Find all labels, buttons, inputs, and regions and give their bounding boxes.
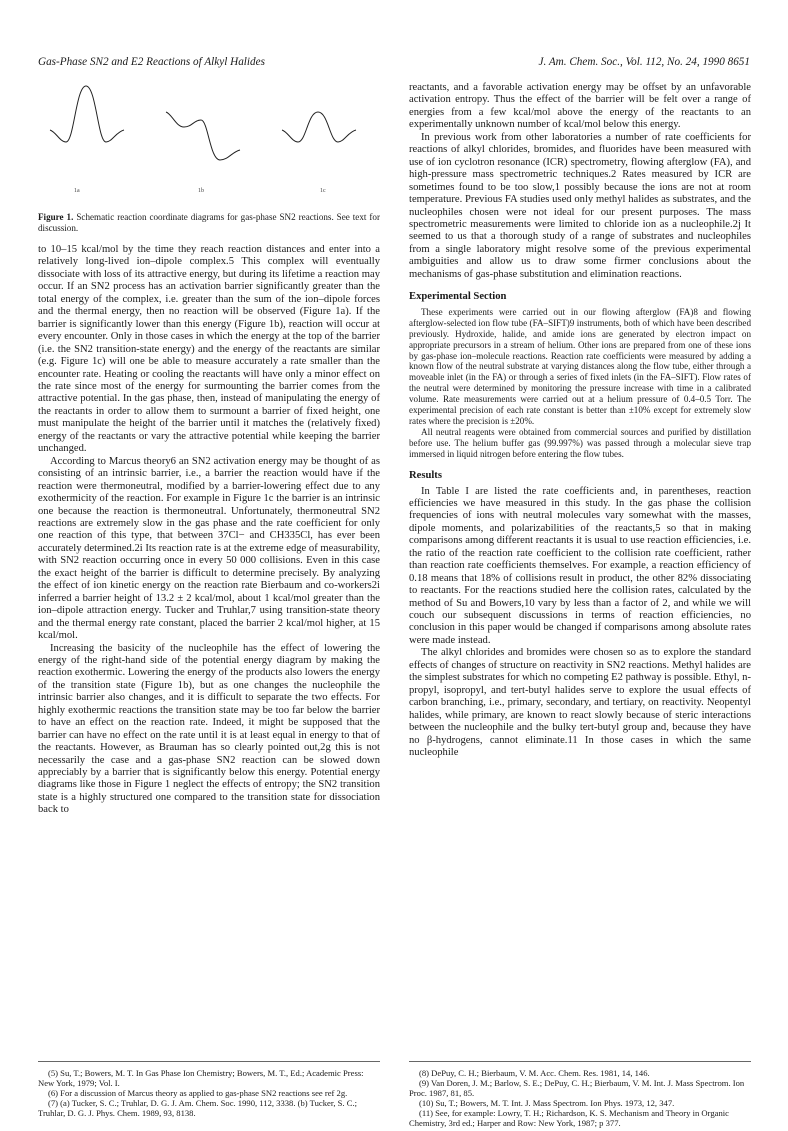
body-paragraph: In previous work from other laboratories a number of rate coefficients for reactions of alkyl chlorides, bromides, and fluorides have been measured with use of ion cyclotron resonance (ICR) spectrometry, flowing afterglow (FA), and high-pressure mass spectrometric techniques.2 Rates measured by ICR are sometimes found to be too slow,1 possibly because the ions are not at room temperature. Previous FA studies used only methyl halides as substrates, and the nucleophiles chosen were not ideal for our present purposes. The mass spectrometric measurements were limited to chloride ion as a nucleophile.2j It seemed to us that a thorough study of a range of substrates and nucleophiles from a single laboratory might resolve some of the previous experimental ambiguities and allow us to draw some firmer conclusions about the mechanisms of gas-phase substitution and elimination reactions. [409,131,751,280]
results-heading: Results [409,470,442,482]
header-title: Gas-Phase SN2 and E2 Reactions of Alkyl Halides [38,56,265,68]
figure-caption [38,212,380,234]
left-column [38,82,380,817]
body-paragraph: to 10–15 kcal/mol by the time they reach reaction distances and enter into a relatively long-lived ion–dipole complex.5 This complex will eventually dissociate with loss of its attractive energy, but during its lifetime a reaction may occur. If an SN2 process has an activation barrier significantly greater than the total energy of the complex, i.e. greater than the sum of the ion–dipole forces and the thermal energy, then no reaction will be observed (Figure 1a). If the barrier is significantly lower than this energy (Figure 1b), reaction will occur at every encounter. Only in those cases in which the energy at the top of the barrier (i.e. the SN2 transition-state energy) and the energy of the reactants are similar (e.g. Figure 1c) will one be able to measure accurately a rate smaller than the encounter rate. Heating or cooling the reactants will have only a minor effect on the rate since most of the energy for surmounting the barrier comes from the attractive potential. In the gas phase, then, instead of manipulating the energy of the reactants in order to allow them to surmount a barrier of fixed height, one must manipulate the height of the barrier until it matches the (relatively fixed) energy of the reactants or vary the attractive potential while keeping the barrier unchanged. [38,244,380,455]
figure-1 [38,82,380,212]
body-paragraph: Increasing the basicity of the nucleophile has the effect of lowering the energy of the right-hand side of the potential energy diagram by making the reaction exothermic. Lowering the energy of the products also lowers the energy of the transition state (Figure 1b), but as one changes the nucleophile the intrinsic barrier also changes, and it is difficult to separate the two effects. For highly exothermic reactions the transition state may be too far below the barrier to have an effect on the reaction rate. Indeed, it might be supposed that the barrier can have no effect on the rate until it is at least equal in energy to that of the reactants. However, as Brauman has so clearly pointed out,2g this is not necessarily the case and a gas-phase SN2 reaction can be slowed down appreciably by a barrier that is significantly below this energy. Potential energy diagrams like those in Figure 1 neglect the effects of entropy; the SN2 transition state is a highly structured one compared to the transition state for dissociation back to [38,642,380,816]
footnote: (9) Van Doren, J. M.; Barlow, S. E.; DePuy, C. H.; Bierbaum, V. M. Int. J. Mass Spectrom. Ion Proc. 1987, 81, 85. [409,1078,745,1099]
footnote: (6) For a discussion of Marcus theory as applied to gas-phase SN2 reactions see ref 2g. [48,1088,348,1099]
diagram-1b-curve [166,112,240,160]
experimental-heading: Experimental Section [409,291,507,303]
experimental-paragraph: All neutral reagents were obtained from commercial sources and purified by distillation before use. The helium buffer gas (99.997%) was passed through a molecular sieve trap immersed in liquid nitrogen before entering the flow tubes. [409,427,751,460]
figure-label-1b: 1b [198,188,204,194]
results-paragraph: The alkyl chlorides and bromides were chosen so as to explore the standard effects of changes of structure on reactivity in SN2 reactions. Methyl halides are the simplest substrates for which no competing E2 pathway is possible. Ethyl, n-propyl, isopropyl, and tert-butyl halides serve to explore the usual effects of carbon branching, i.e., primary, secondary, and tertiary, on reactivity. Neopentyl halides, while primary, are known to react slowly because of steric interactions between the nucleophile and the bulky tert-butyl group and, because they have no β-hydrogens, cannot eliminate.11 In those cases in which the same nucleophile [409,647,751,759]
figure-label-1a: 1a [74,188,80,194]
footnote: (5) Su, T.; Bowers, M. T. In Gas Phase Ion Chemistry; Bowers, M. T., Ed.; Academic Press: New York, 1979; Vol. I. [38,1068,364,1089]
header-journal: J. Am. Chem. Soc., Vol. 112, No. 24, 1990 8651 [538,56,750,68]
footnotes-right [409,1061,751,1129]
body-paragraph: reactants, and a favorable activation energy may be offset by an unfavorable activation entropy. Thus the effect of the barrier will be felt over a range of energies from a few kcal/mol above the energy of the reactants to an experimentally unknown number of kcal/mol below this energy. [409,82,751,131]
reaction-coordinate-diagrams [38,82,380,182]
body-paragraph: According to Marcus theory6 an SN2 activation energy may be thought of as consisting of an intrinsic barrier, i.e., a barrier the reaction would have if the reaction were thermoneutral, modified by a barrier-lowering effect due to any exothermicity of the reaction. For example in Figure 1c the barrier is an intrinsic one because the reaction is thermoneutral. Unfortunately, thermoneutral SN2 reactions are extremely slow in the gas phase and the rate coefficient for only one reaction of this type, that between 37Cl− and CH335Cl, has ever been accurately determined.2i Its reaction rate is at the extreme edge of measurability, with SN2 reaction occurring once in every 50 000 collisions. Even in this case the exact height of the barrier is difficult to determine precisely. By analyzing the effect of ion kinetic energy on the reaction rate Bierbaum and co-workers2i inferred a barrier height of 13.2 ± 2 kcal/mol, about 1 kcal/mol greater than the ion–dipole attraction energy. Tucker and Truhlar,7 using transition-state theory and the thermal energy rate constant, placed the barrier 2 kcal/mol higher, at 15 kcal/mol. [38,455,380,642]
footnote: (8) DePuy, C. H.; Bierbaum, V. M. Acc. Chem. Res. 1981, 14, 146. [419,1068,650,1078]
footnotes-left [38,1061,380,1118]
footnote: (10) Su, T.; Bowers, M. T. Int. J. Mass Spectrom. Ion Phys. 1973, 12, 347. [419,1098,675,1109]
caption-label: Figure 1. [38,212,74,222]
results-paragraph: In Table I are listed the rate coefficients and, in parentheses, reaction efficiencies we have measured in this study. In the gas phase the collision frequencies of ions with neutral molecules vary somewhat with the masses, dipole moments, and polarizabilities of the reactants,5 so that in making comparisons among different reactants it is usual to use reaction efficiencies, i.e. the ratio of the reaction rate coefficient to the collision rate coefficient, rather than reaction rate coefficients themselves. For example, a reaction efficiency of 0.18 means that 18% of collisions result in product, the other 82% dissociating to reactants. For the reactions studied here the collision rates, calculated by the method of Su and Bowers,10 vary by less than a factor of 2, and while we will couch our subsequent discussions in terms of reaction efficiencies, no conclusion in this paper would be changed if comparisons among absolute rates were made instead. [409,485,751,646]
running-header [38,56,750,72]
footnote: (11) See, for example: Lowry, T. H.; Richardson, K. S. Mechanism and Theory in Organic Chemistry, 3rd ed.; Harper and Row: New York, 1987; p 377. [409,1108,729,1129]
figure-label-1c: 1c [320,188,326,194]
caption-text: Schematic reaction coordinate diagrams for gas-phase SN2 reactions. See text for discussion. [38,212,380,233]
footnote: (7) (a) Tucker, S. C.; Truhlar, D. G. J. Am. Chem. Soc. 1990, 112, 3338. (b) Tucker, S. C.; Truhlar, D. G. J. Phys. Chem. 1989, 93, 8138. [38,1098,357,1119]
experimental-paragraph: These experiments were carried out in our flowing afterglow (FA)8 and flowing afterglow-selected ion flow tube (FA–SIFT)9 instruments, both of which have been described previously. Hydroxide, halide, and amide ions are generated by electron impact on appropriate precursors in a stream of helium. Other ions are prepared from one of these ions by gas-phase ion–molecule reactions. Reaction rate coefficients were measured by adding a known flow of the neutral substrate at varying distances along the flow tube, either through a moveable inlet (in the FA) or through a series of fixed inlets (in the FA–SIFT). Flow rates of the neutral were determined by monitoring the pressure increase with time in a calibrated volume. Rate measurements were carried out at a helium pressure of 0.4–0.5 Torr. The experimental precision of each rate constant is better than ±10% except for extremely slow rates where the precision is ±20%. [409,306,751,427]
diagram-1c-curve [282,112,356,142]
right-column [409,82,751,759]
diagram-1a-curve [50,86,124,142]
